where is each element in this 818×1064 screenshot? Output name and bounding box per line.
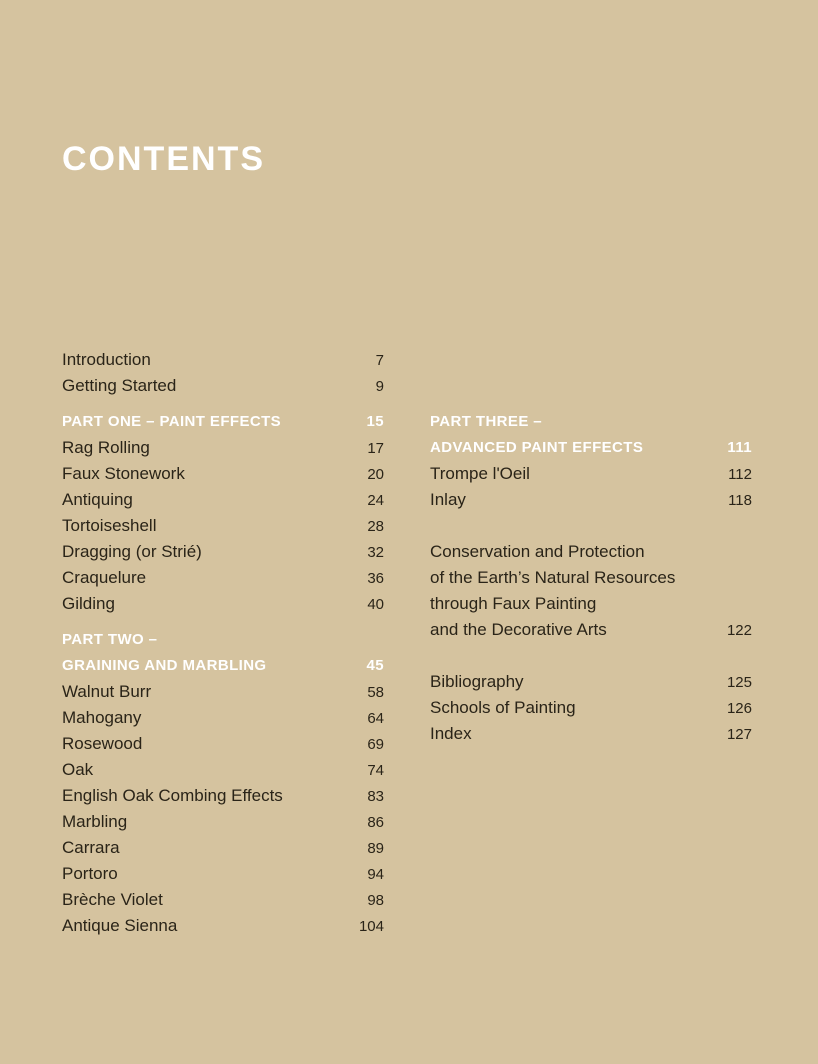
toc-entry-page: 104: [358, 918, 384, 935]
toc-entry-label: Antiquing: [62, 490, 133, 509]
toc-entry-page: 32: [367, 544, 384, 561]
toc-entry-label: Brèche Violet: [62, 890, 163, 909]
toc-entry-page: 98: [367, 892, 384, 909]
toc-entry-page: 112: [728, 466, 752, 483]
toc-entry[interactable]: [62, 835, 384, 861]
spacer: [430, 513, 752, 539]
toc-entry-label: Rag Rolling: [62, 438, 150, 457]
toc-entry[interactable]: [430, 461, 752, 487]
toc-entry[interactable]: [62, 435, 384, 461]
toc-entry-page: 40: [367, 596, 384, 613]
contents-right-column: [430, 347, 752, 747]
toc-entry-page: 126: [726, 700, 752, 717]
toc-entry-label: and the Decorative Arts: [430, 620, 607, 639]
section-heading-part-three-line2[interactable]: [430, 435, 752, 461]
toc-entry[interactable]: [62, 705, 384, 731]
section-heading-page: 111: [727, 439, 752, 456]
section-heading-label: PART THREE –: [430, 413, 543, 430]
toc-entry-label: through Faux Painting: [430, 594, 597, 613]
section-heading-page: 45: [366, 657, 384, 674]
spacer-row: [430, 373, 752, 399]
toc-entry-page: 69: [367, 736, 384, 753]
toc-entry-label: of the Earth’s Natural Resources: [430, 568, 676, 587]
toc-entry-label: Trompe l'Oeil: [430, 464, 530, 483]
toc-entry-label: Dragging (or Strié): [62, 542, 202, 561]
toc-entry-label: Rosewood: [62, 734, 143, 753]
section-heading-page: 15: [366, 413, 384, 430]
spacer-row: [430, 347, 752, 373]
toc-entry-label: Oak: [62, 760, 94, 779]
toc-entry-label: Portoro: [62, 864, 118, 883]
section-heading-part-two-line1[interactable]: [62, 627, 384, 653]
toc-entry-label: Getting Started: [62, 376, 177, 395]
toc-entry-page: 7: [375, 352, 384, 369]
toc-entry-getting-started[interactable]: [62, 373, 384, 399]
toc-entry-page: 58: [367, 684, 384, 701]
toc-entry-label: English Oak Combing Effects: [62, 786, 283, 805]
toc-entry-conservation-line3[interactable]: [430, 591, 752, 617]
toc-entry-page: 83: [367, 788, 384, 805]
toc-entry[interactable]: [62, 679, 384, 705]
toc-entry-label: Index: [430, 724, 472, 743]
toc-entry[interactable]: [62, 783, 384, 809]
toc-entry-index[interactable]: [430, 721, 752, 747]
toc-entry[interactable]: [62, 809, 384, 835]
toc-entry[interactable]: [62, 757, 384, 783]
toc-entry-page: 24: [367, 492, 384, 509]
spacer: [62, 399, 384, 409]
toc-entry-page: 20: [367, 466, 384, 483]
toc-entry-conservation-line1[interactable]: [430, 539, 752, 565]
spacer: [430, 643, 752, 669]
toc-entry[interactable]: [62, 591, 384, 617]
section-heading-label: PART ONE – PAINT EFFECTS: [62, 413, 282, 430]
toc-entry-page: 36: [367, 570, 384, 587]
toc-entry-label: Craquelure: [62, 568, 147, 587]
toc-entry-page: 64: [367, 710, 384, 727]
toc-entry[interactable]: [62, 487, 384, 513]
page-title: CONTENTS: [62, 140, 265, 178]
toc-entry[interactable]: [62, 731, 384, 757]
section-heading-part-two-line2[interactable]: [62, 653, 384, 679]
toc-entry[interactable]: [62, 913, 384, 939]
toc-entry-label: Antique Sienna: [62, 916, 178, 935]
toc-entry-page: 17: [367, 440, 384, 457]
toc-entry-page: 86: [367, 814, 384, 831]
toc-entry-label: Gilding: [62, 594, 115, 613]
toc-entry-page: 28: [367, 518, 384, 535]
section-heading-label: ADVANCED PAINT EFFECTS: [430, 439, 644, 456]
toc-entry-page: 118: [728, 492, 752, 509]
section-heading-part-three-line1[interactable]: [430, 409, 752, 435]
toc-entry-label: Tortoiseshell: [62, 516, 157, 535]
toc-entry[interactable]: [62, 861, 384, 887]
toc-entry-page: 89: [367, 840, 384, 857]
toc-entry-page: 9: [375, 378, 384, 395]
toc-entry[interactable]: [430, 487, 752, 513]
toc-entry-conservation-line4[interactable]: [430, 617, 752, 643]
toc-entry[interactable]: [62, 887, 384, 913]
toc-entry-page: 127: [726, 726, 752, 743]
section-heading-part-one[interactable]: [62, 409, 384, 435]
toc-entry-label: Conservation and Protection: [430, 542, 645, 561]
toc-entry-bibliography[interactable]: [430, 669, 752, 695]
spacer: [62, 617, 384, 627]
toc-entry[interactable]: [62, 565, 384, 591]
contents-left-column: [62, 347, 384, 939]
section-heading-label: GRAINING AND MARBLING: [62, 657, 267, 674]
toc-entry-introduction[interactable]: [62, 347, 384, 373]
toc-entry-conservation-line2[interactable]: [430, 565, 752, 591]
toc-entry-label: Schools of Painting: [430, 698, 576, 717]
section-heading-label: PART TWO –: [62, 631, 158, 648]
toc-entry-label: Marbling: [62, 812, 128, 831]
spacer: [430, 399, 752, 409]
toc-entry-label: Bibliography: [430, 672, 524, 691]
toc-entry[interactable]: [62, 539, 384, 565]
toc-entry-label: Faux Stonework: [62, 464, 185, 483]
toc-entry-page: 122: [726, 622, 752, 639]
toc-entry-label: Carrara: [62, 838, 120, 857]
toc-entry-page: 94: [367, 866, 384, 883]
toc-entry-label: Mahogany: [62, 708, 142, 727]
toc-entry-label: Walnut Burr: [62, 682, 152, 701]
toc-entry-page: 74: [367, 762, 384, 779]
toc-entry-schools-of-painting[interactable]: [430, 695, 752, 721]
toc-entry-page: 125: [726, 674, 752, 691]
toc-entry[interactable]: [62, 461, 384, 487]
toc-entry[interactable]: [62, 513, 384, 539]
toc-entry-label: Inlay: [430, 490, 466, 509]
toc-entry-label: Introduction: [62, 350, 151, 369]
